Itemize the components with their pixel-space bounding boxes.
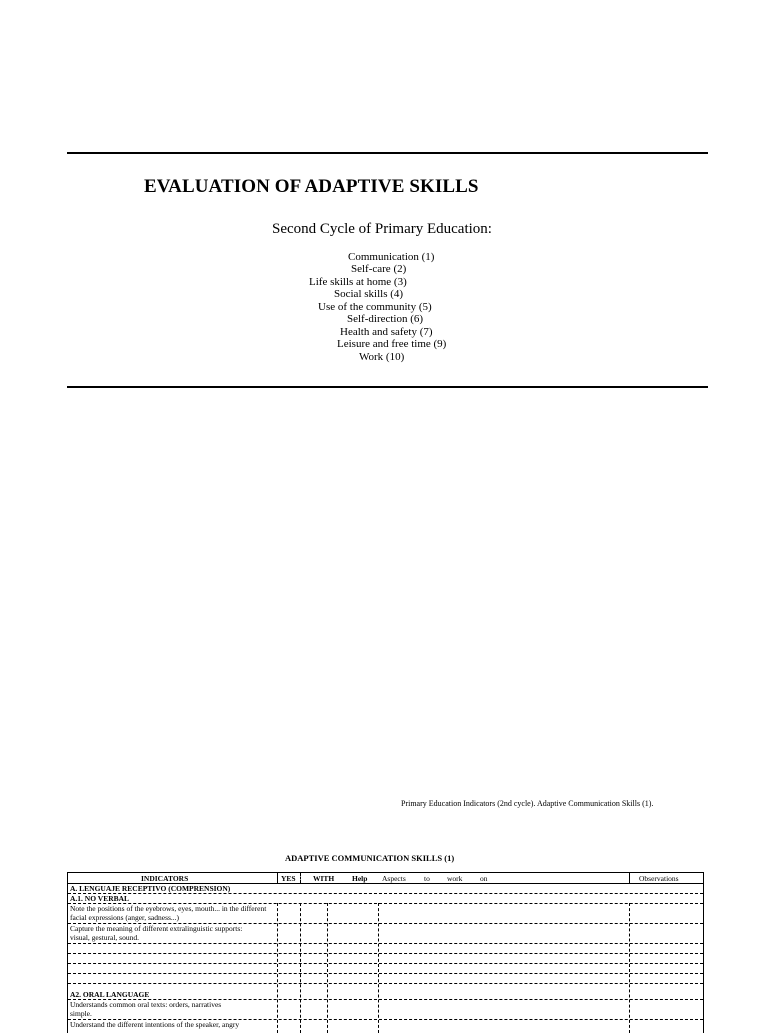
- indicator-extralinguistic-cont: visual, gestural, sound.: [70, 933, 139, 942]
- section-receptive-language: A. LENGUAJE RECEPTIVO (COMPRENSION): [70, 884, 231, 893]
- indicator-facial-expressions-cont: facial expressions (anger, sadness...): [70, 913, 180, 922]
- evaluation-table: [67, 872, 704, 1033]
- row-divider: [68, 893, 703, 894]
- row-divider: [68, 943, 703, 944]
- row-divider: [68, 983, 703, 984]
- col-header-work: work: [447, 874, 463, 883]
- col-header-on: on: [480, 874, 488, 883]
- col-header-observations: Observations: [639, 874, 679, 883]
- subsection-oral-language: A2. ORAL LANGUAGE: [70, 990, 150, 999]
- col-divider: [629, 873, 630, 883]
- subsection-non-verbal: A.1. NO VERBAL: [70, 894, 130, 903]
- area-health-safety: Health and safety (7): [340, 326, 433, 338]
- col-divider: [300, 873, 301, 883]
- area-community-use: Use of the community (5): [318, 301, 432, 313]
- col-header-aspects: Aspects: [382, 874, 406, 883]
- top-rule: [67, 152, 708, 154]
- col-header-yes: YES: [281, 874, 296, 883]
- indicator-speaker-intentions: Understand the different intentions of the speaker, angry: [70, 1020, 240, 1029]
- col-header-indicators: INDICATORS: [141, 874, 189, 883]
- area-leisure: Leisure and free time (9): [337, 338, 447, 350]
- page-caption: Primary Education Indicators (2nd cycle). Adaptive Communication Skills (1).: [401, 799, 654, 808]
- document-title: EVALUATION OF ADAPTIVE SKILLS: [144, 176, 479, 197]
- col-header-help: Help: [352, 874, 368, 883]
- indicator-oral-texts-cont: simple.: [70, 1009, 92, 1018]
- table-heading: ADAPTIVE COMMUNICATION SKILLS (1): [285, 853, 455, 863]
- indicator-oral-texts: Understands common oral texts: orders, narratives: [70, 1000, 222, 1009]
- col-header-to: to: [424, 874, 430, 883]
- indicator-extralinguistic: Capture the meaning of different extralinguistic supports:: [70, 924, 243, 933]
- bottom-rule: [67, 386, 708, 388]
- row-divider: [68, 973, 703, 974]
- document-subtitle: Second Cycle of Primary Education:: [272, 221, 492, 237]
- col-header-with: WITH: [313, 874, 335, 883]
- indicator-facial-expressions: Note the positions of the eyebrows, eyes, mouth... in the different: [70, 904, 267, 913]
- row-divider: [68, 963, 703, 964]
- row-divider: [68, 953, 703, 954]
- area-work: Work (10): [359, 351, 405, 363]
- area-home-living: Life skills at home (3): [309, 276, 407, 288]
- area-communication: Communication (1): [348, 251, 435, 263]
- area-self-care: Self-care (2): [351, 263, 407, 275]
- area-self-direction: Self-direction (6): [347, 313, 424, 325]
- col-divider: [277, 873, 278, 883]
- area-social-skills: Social skills (4): [334, 288, 404, 300]
